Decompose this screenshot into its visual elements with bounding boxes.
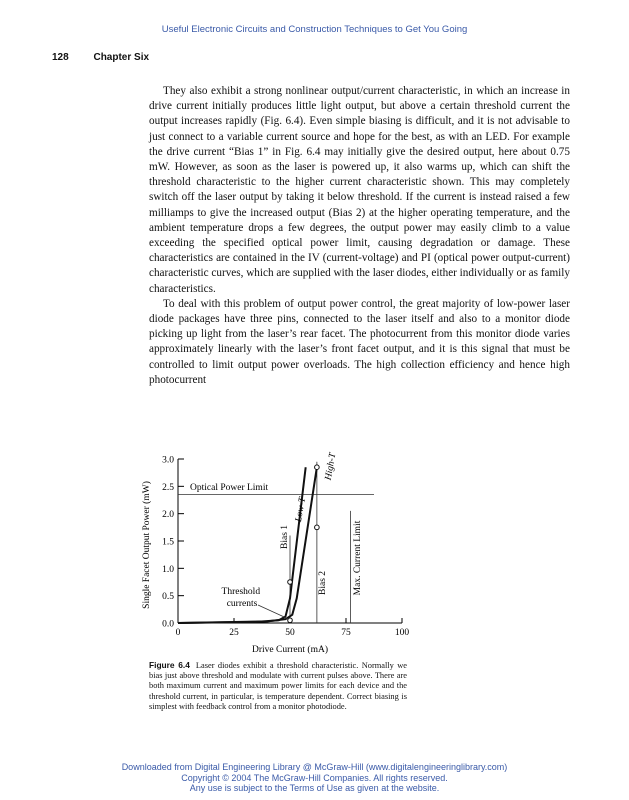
x-tick-label: 75 bbox=[341, 628, 351, 638]
running-head bbox=[52, 52, 149, 63]
high-t-label: High-T bbox=[323, 452, 339, 482]
footer-line-2: Copyright © 2004 The McGraw-Hill Companies. All rights reserved. bbox=[181, 772, 448, 783]
chapter-title: Chapter Six bbox=[93, 52, 150, 63]
x-tick-label: 25 bbox=[229, 628, 239, 638]
x-axis-label: Drive Current (mA) bbox=[252, 645, 328, 655]
paragraph-2: To deal with this problem of output power control, the great majority of low-power laser diode packages have three pins, connected to the laser itself and also to a monitor diode picking up light from the laser’s rear facet. The photocurrent from this monitor diode varies approximately linearly with the laser’s front facet output, and it is this signal that must be controlled to limit output power overloads. The high collection efficiency and hence high photocurrent bbox=[149, 297, 570, 386]
y-tick-label: 2.0 bbox=[162, 510, 174, 521]
caption-text: Laser diodes exhibit a threshold characteristic. Normally we bias just above threshold and modulate with current pulses above. There are both maximum current and maximum power limits for each device and the threshold current, in particular, is temperature dependent. Correct biasing is simplest with feedback control from a monitor photodiode. bbox=[149, 661, 408, 711]
y-tick-label: 0.0 bbox=[162, 619, 174, 630]
figure-6-4 bbox=[130, 440, 420, 665]
x-tick-label: 100 bbox=[394, 628, 410, 638]
footer-line-1: Downloaded from Digital Engineering Library @ McGraw-Hill (www.digitalengineeringlibrary.com) bbox=[121, 762, 508, 772]
top-banner: Useful Electronic Circuits and Construction Techniques to Get You Going bbox=[161, 24, 468, 35]
bias2-label: Bias 2 bbox=[318, 570, 328, 596]
y-axis-label: Single Facet Output Power (mW) bbox=[142, 481, 152, 609]
x-tick-label: 50 bbox=[285, 628, 295, 638]
operating-point-marker bbox=[315, 465, 320, 470]
y-tick-label: 3.0 bbox=[162, 455, 174, 466]
annotations bbox=[141, 452, 363, 655]
y-tick-label: 1.5 bbox=[162, 537, 174, 548]
pi-characteristic-chart bbox=[130, 440, 420, 665]
y-tick-label: 2.5 bbox=[162, 482, 174, 493]
page-number: 128 bbox=[52, 52, 69, 63]
power-limit-label: Optical Power Limit bbox=[190, 483, 269, 493]
operating-point-marker bbox=[288, 580, 293, 585]
bias1-label: Bias 1 bbox=[280, 524, 290, 550]
low-t-label: Low-T bbox=[293, 496, 309, 523]
operating-point-marker bbox=[315, 525, 320, 530]
footer bbox=[0, 762, 629, 794]
paragraph-1: They also exhibit a strong nonlinear output/current characteristic, in which an increase in drive current initially produces little light output, but above a certain threshold current the output increases rapidly (Fig. 6.4). Even simple biasing is difficult, and it is not advisable to just connect to a variable current source and hope for the best, as with an LED. For example the drive current “Bias 1” in Fig. 6.4 may initially give the desired output, here about 0.75 mW. However, as soon as the laser is powered up, it also warms up, which can shift the threshold characteristic to the higher current characteristic shown. This may completely switch off the laser output by taking it below threshold. If the current is instead raised a few milliamps to give the increased output (Bias 2) at the higher operating temperature, and the ambient temperature drops a few degrees, the output power may easily climb to a value exceeding the specified optical power limit, causing degradation or damage. These characteristics are contained in the IV (current-voltage) and PI (optical power output-current) characteristic curves, which are supplied with the laser diodes, either individually or as family characteristics. bbox=[149, 85, 570, 295]
max-current-label: Max. Current Limit bbox=[353, 520, 363, 596]
footer-line-3: Any use is subject to the Terms of Use as given at the website. bbox=[189, 783, 440, 793]
x-tick-label: 0 bbox=[175, 628, 181, 638]
figure-caption bbox=[149, 660, 407, 712]
threshold-label: Threshold currents bbox=[221, 587, 261, 609]
y-tick-label: 0.5 bbox=[162, 592, 174, 603]
threshold-leader-line bbox=[258, 605, 289, 619]
figure-label: Figure 6.4 bbox=[149, 660, 190, 670]
body-text bbox=[149, 84, 570, 388]
y-tick-label: 1.0 bbox=[162, 564, 174, 575]
